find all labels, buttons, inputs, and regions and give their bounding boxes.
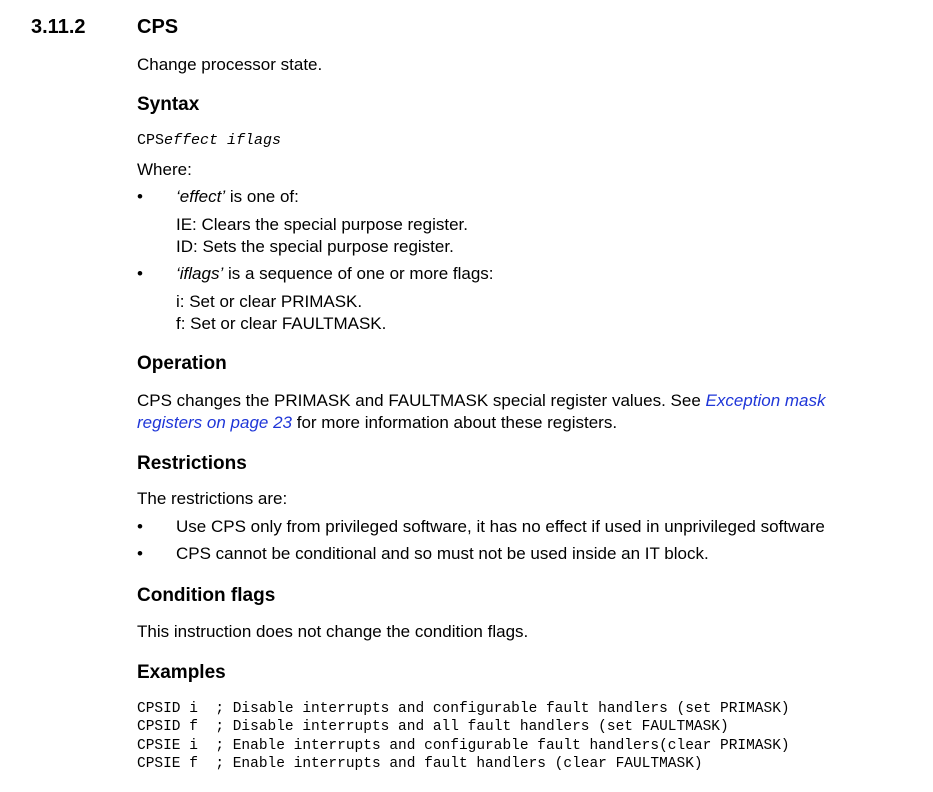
bullet-glyph: • xyxy=(137,264,143,283)
syntax-option: i: Set or clear PRIMASK. xyxy=(176,292,363,311)
example-line: CPSID i ; Disable interrupts and configurable fault handlers (set PRIMASK) xyxy=(137,701,790,717)
exception-mask-link[interactable]: Exception mask xyxy=(705,391,826,410)
syntax-code-iflags: iflags xyxy=(227,132,282,149)
example-line: CPSIE f ; Enable interrupts and fault handlers (clear FAULTMASK) xyxy=(137,755,703,772)
section-summary: Change processor state. xyxy=(137,55,323,74)
example-line: CPSID f ; Disable interrupts and all fault handlers (set FAULTMASK) xyxy=(137,719,729,736)
exception-mask-link-cont[interactable]: registers on page 23 xyxy=(137,413,292,432)
syntax-item-name: ‘effect’ xyxy=(176,187,226,206)
restriction-item: CPS cannot be conditional and so must not be used inside an IT block. xyxy=(176,544,709,563)
syntax-code-effect: effect xyxy=(164,132,219,149)
operation-text-line1 xyxy=(137,390,826,412)
syntax-heading: Syntax xyxy=(137,94,200,115)
bullet-glyph: • xyxy=(137,517,143,536)
example-line: CPSIE i ; Enable interrupts and configurable fault handlers(clear PRIMASK) xyxy=(137,737,790,754)
syntax-option: f: Set or clear FAULTMASK. xyxy=(176,314,387,333)
syntax-code xyxy=(137,131,281,151)
bullet-glyph: • xyxy=(137,544,143,563)
restriction-item: Use CPS only from privileged software, it has no effect if used in unprivileged software xyxy=(176,517,825,536)
operation-heading: Operation xyxy=(137,353,227,374)
syntax-item-desc: is one of: xyxy=(225,187,299,206)
operation-text-tail: for more information about these registers. xyxy=(292,413,618,432)
syntax-item-iflags xyxy=(176,263,494,285)
syntax-option: IE: Clears the special purpose register. xyxy=(176,215,468,234)
section-number: 3.11.2 xyxy=(31,16,86,38)
restrictions-intro: The restrictions are: xyxy=(137,489,288,508)
examples-code-block xyxy=(137,700,790,773)
section-title: CPS xyxy=(137,16,179,38)
bullet-glyph: • xyxy=(137,187,143,206)
syntax-item-name: ‘iflags’ xyxy=(176,264,224,283)
condition-flags-text: This instruction does not change the condition flags. xyxy=(137,622,529,641)
syntax-item-desc: is a sequence of one or more flags: xyxy=(223,264,494,283)
syntax-option: ID: Sets the special purpose register. xyxy=(176,237,454,256)
where-label: Where: xyxy=(137,160,192,179)
syntax-code-mnemonic: CPS xyxy=(137,132,165,149)
syntax-code-space xyxy=(218,132,227,149)
restrictions-heading: Restrictions xyxy=(137,453,247,474)
syntax-item-effect xyxy=(176,186,299,208)
examples-heading: Examples xyxy=(137,662,226,683)
operation-text: CPS changes the PRIMASK and FAULTMASK special register values. See xyxy=(137,391,706,410)
operation-text-line2 xyxy=(137,412,617,434)
condition-flags-heading: Condition flags xyxy=(137,585,276,606)
